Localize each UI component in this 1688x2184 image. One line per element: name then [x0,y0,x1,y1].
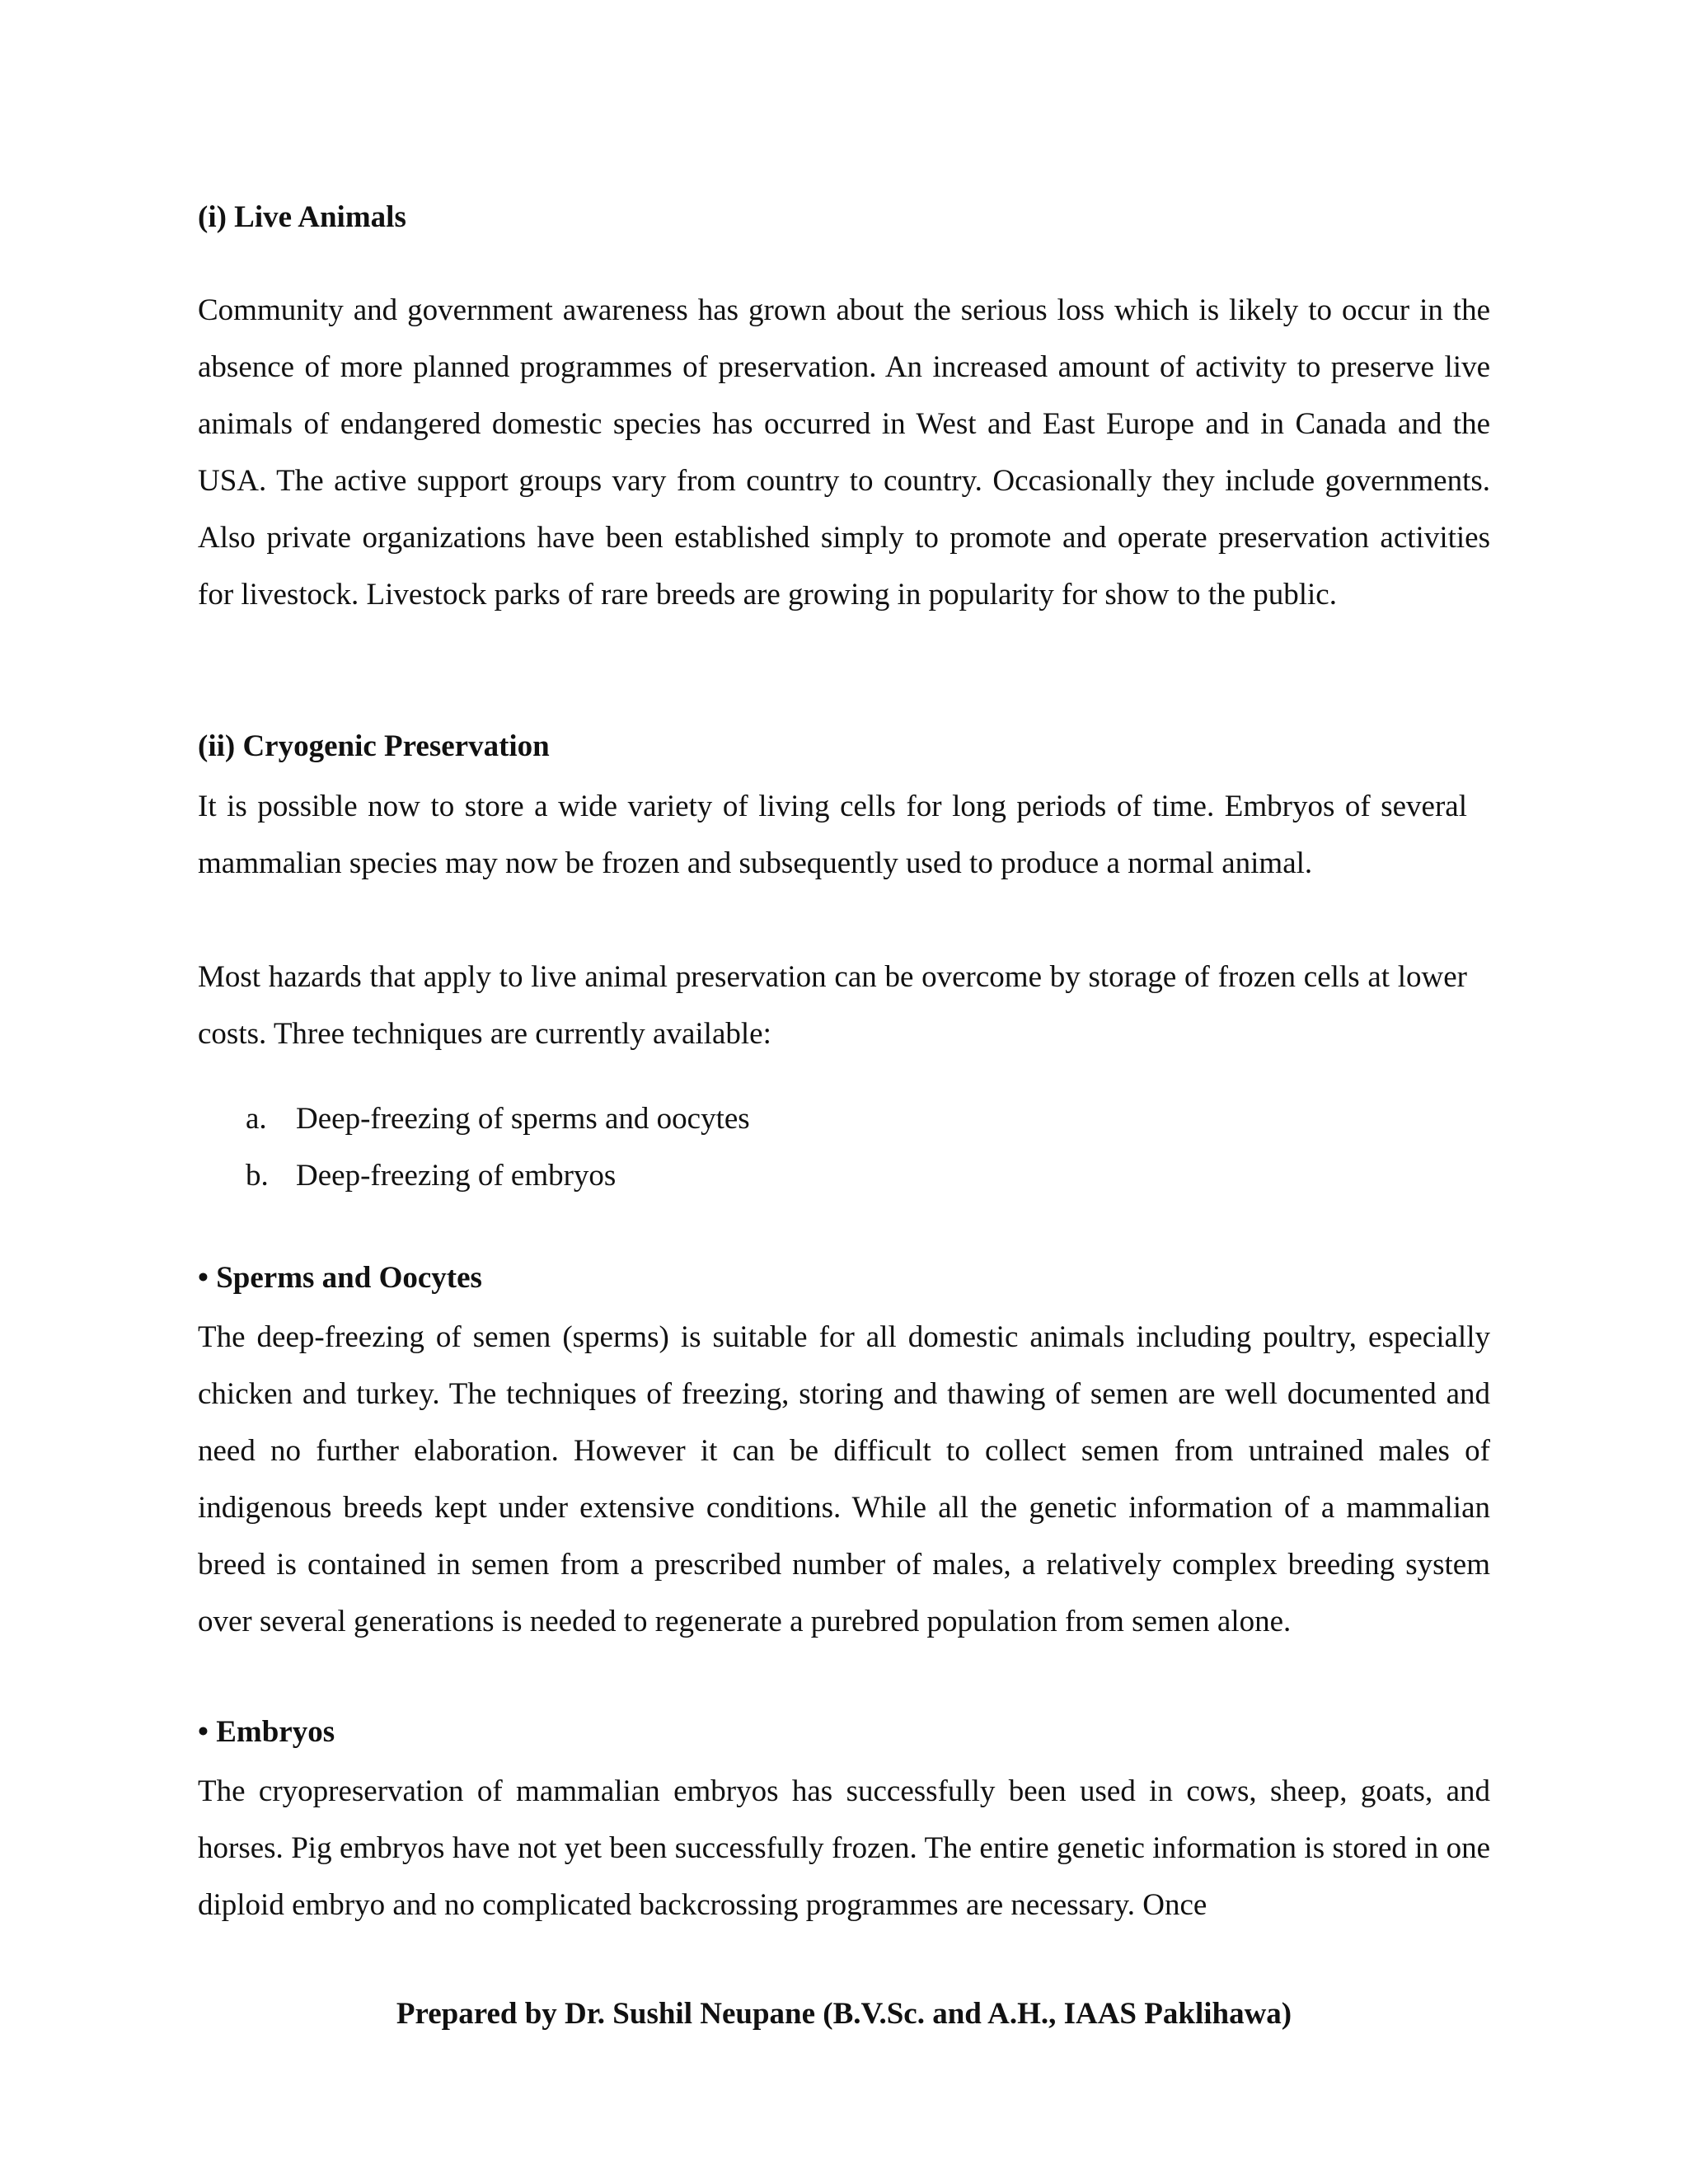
heading-cryogenic-preservation: (ii) Cryogenic Preservation [198,729,550,763]
paragraph-embryos: The cryopreservation of mammalian embryos has successfully been used in cows, sheep, goats, and horses. Pig embryos have not yet been successfully frozen. The entire genetic information is stored in one diploid embryo and no complicated backcrossing programmes are necessary. Once [198,1774,1490,1922]
list-item-text: Deep-freezing of embryos [296,1159,617,1193]
document-page [198,0,1490,2184]
list-item [246,1090,750,1147]
paragraph-sperms-oocytes: The deep-freezing of semen (sperms) is suitable for all domestic animals including poultry, especially chicken and turkey. The techniques of freezing, storing and thawing of semen are well documented and need no further elaboration. However it can be difficult to collect semen from untrained males of indigenous breeds kept under extensive conditions. While all the genetic information of a mammalian breed is contained in semen from a prescribed number of males, a relatively complex breeding system over several generations is needed to regenerate a purebred population from semen alone. [198,1320,1490,1638]
paragraph-live-animals: Community and government awareness has grown about the serious loss which is likely to occur in the absence of more planned programmes of preservation. An increased amount of activity to preserve live animals of endangered domestic species has occurred in West and East Europe and in Canada and the USA. The active support groups vary from country to country. Occasionally they include governments. Also private organizations have been established simply to promote and operate preservation activities for livestock. Livestock parks of rare breeds are growing in popularity for show to the public. [198,293,1490,612]
heading-embryos: • Embryos [198,1715,335,1749]
heading-live-animals: (i) Live Animals [198,200,406,234]
techniques-list [246,1090,750,1204]
paragraph-cryogenic-intro: It is possible now to store a wide variety of living cells for long periods of time. Embryos of several mammalian species may now be frozen and subsequently used to produce a normal animal. [198,790,1467,880]
list-marker: a. [246,1102,267,1136]
list-marker: b. [246,1159,269,1193]
heading-sperms-oocytes: • Sperms and Oocytes [198,1261,482,1295]
paragraph-cryogenic-hazards: Most hazards that apply to live animal preservation can be overcome by storage of frozen cells at lower costs. Three techniques are currently available: [198,960,1467,1051]
list-item [246,1147,750,1204]
list-item-text: Deep-freezing of sperms and oocytes [296,1102,750,1136]
page-footer: Prepared by Dr. Sushil Neupane (B.V.Sc. and A.H., IAAS Paklihawa) [396,1997,1292,2031]
